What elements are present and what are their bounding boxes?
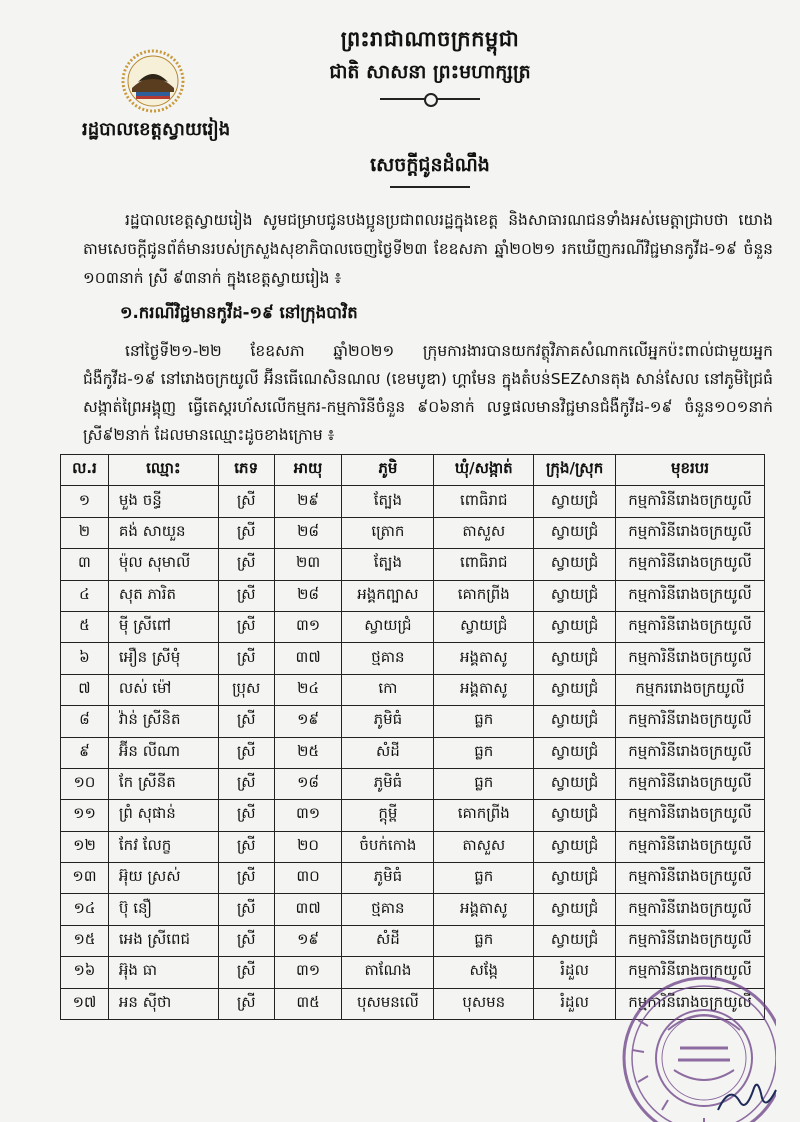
cell-occupation: កម្មការិនីរោងចក្រយូលី bbox=[616, 580, 765, 611]
cell-village: ត្បែង bbox=[342, 486, 434, 517]
cell-village: ថ្មគាន bbox=[342, 894, 434, 925]
header-village: ភូមិ bbox=[342, 455, 434, 486]
cell-sex: ស្រី bbox=[218, 486, 274, 517]
cell-commune: អង្គតាសូ bbox=[434, 643, 534, 674]
cell-occupation: កម្មកររោងចក្រយូលី bbox=[616, 674, 765, 705]
cell-name: វ៉ាន់ ស្រីនិត bbox=[108, 706, 218, 737]
issuing-authority: រដ្ឋបាលខេត្តស្វាយរៀង bbox=[82, 119, 231, 140]
section-body bbox=[83, 337, 773, 449]
cell-commune: តាសួស bbox=[434, 517, 534, 548]
cell-district: ស្វាយជ្រំ bbox=[534, 486, 616, 517]
cell-village: ត្បែង bbox=[342, 549, 434, 580]
cell-sex: ស្រី bbox=[218, 925, 274, 956]
section-heading: ១.ករណីវិជ្ជមានកូវីដ-១៩ នៅក្រុងបាវិត bbox=[120, 303, 358, 322]
table-row bbox=[61, 674, 765, 705]
cell-district: ស្វាយជ្រំ bbox=[534, 737, 616, 768]
cell-village: បុសមនលើ bbox=[342, 988, 434, 1019]
cell-commune: តាសួស bbox=[434, 831, 534, 862]
cell-age: ៣១ bbox=[274, 957, 342, 988]
cell-village: ក្ដុម្ពី bbox=[342, 800, 434, 831]
cell-no: ១២ bbox=[61, 831, 109, 862]
table-header-row bbox=[61, 455, 765, 486]
title-divider bbox=[390, 182, 470, 188]
cell-age: ៣៥ bbox=[274, 988, 342, 1019]
cell-name: ព្រំ សុផាន់ bbox=[108, 800, 218, 831]
table-body bbox=[61, 486, 765, 1020]
cell-commune: បុសមន bbox=[434, 988, 534, 1019]
cell-sex: ស្រី bbox=[218, 863, 274, 894]
table-row bbox=[61, 831, 765, 862]
cell-village: ស្វាយជ្រំ bbox=[342, 611, 434, 642]
cell-no: ១០ bbox=[61, 768, 109, 799]
cell-no: ៦ bbox=[61, 643, 109, 674]
cell-commune: គោកព្រីង bbox=[434, 580, 534, 611]
cell-district: ស្វាយជ្រំ bbox=[534, 831, 616, 862]
cell-occupation: កម្មការិនីរោងចក្រយូលី bbox=[616, 768, 765, 799]
cell-sex: ស្រី bbox=[218, 894, 274, 925]
cell-age: ៣០ bbox=[274, 863, 342, 894]
table-row bbox=[61, 611, 765, 642]
cell-sex: ស្រី bbox=[218, 643, 274, 674]
cell-district: ស្វាយជ្រំ bbox=[534, 643, 616, 674]
header-commune: ឃុំ/សង្កាត់ bbox=[434, 455, 534, 486]
cell-sex: ស្រី bbox=[218, 957, 274, 988]
intro-text: រដ្ឋបាលខេត្តស្វាយរៀង សូមជម្រាបជូនបងប្អូនប្រជាពលរដ្ឋក្នុងខេត្ត និងសាធារណជនទាំងអស់មេត្តាជ្រាបថា យោងតាមសេចក្ដីជូនព័ត៌មានរបស់ក្រសួងសុខាភិបាលចេញថ្ងៃទី២៣ ខែឧសភា ឆ្នាំ២០២១ រកឃើញករណីវិជ្ជមានកូវីដ-១៩ ចំនួន ១០៣នាក់ ស្រី ៩៣នាក់ ក្នុងខេត្តស្វាយរៀង ៖ bbox=[83, 211, 773, 287]
table-row bbox=[61, 925, 765, 956]
header-sex: ភេទ bbox=[218, 455, 274, 486]
cell-commune: ធ្លក bbox=[434, 863, 534, 894]
cell-name: អន ស៊ីថា bbox=[108, 988, 218, 1019]
cell-age: ៣១ bbox=[274, 800, 342, 831]
cell-occupation: កម្មការិនីរោងចក្រយូលី bbox=[616, 549, 765, 580]
cell-sex: ស្រី bbox=[218, 988, 274, 1019]
cell-village: កោ bbox=[342, 674, 434, 705]
header-occupation: មុខរបរ bbox=[616, 455, 765, 486]
cell-name: កែ ស្រីនីត bbox=[108, 768, 218, 799]
cell-occupation: កម្មការិនីរោងចក្រយូលី bbox=[616, 517, 765, 548]
table-row bbox=[61, 737, 765, 768]
cell-district: ស្វាយជ្រំ bbox=[534, 925, 616, 956]
cell-name: កែវ លែក្ខ bbox=[108, 831, 218, 862]
cell-commune: ធ្លក bbox=[434, 768, 534, 799]
cell-occupation: កម្មការិនីរោងចក្រយូលី bbox=[616, 988, 765, 1019]
cell-sex: ស្រី bbox=[218, 800, 274, 831]
cell-no: ៣ bbox=[61, 549, 109, 580]
cell-age: ៣៧ bbox=[274, 643, 342, 674]
cell-name: អ៊ីន លីណា bbox=[108, 737, 218, 768]
cell-district: ស្វាយជ្រំ bbox=[534, 768, 616, 799]
cell-district: រំដួល bbox=[534, 988, 616, 1019]
cell-name: គង់ សាយួន bbox=[108, 517, 218, 548]
cell-occupation: កម្មការិនីរោងចក្រយូលី bbox=[616, 831, 765, 862]
cell-name: អេង ស្រីពេជ bbox=[108, 925, 218, 956]
cell-no: ១៥ bbox=[61, 925, 109, 956]
cell-age: ៣៧ bbox=[274, 894, 342, 925]
cell-age: ២៥ bbox=[274, 737, 342, 768]
table-row bbox=[61, 957, 765, 988]
cell-village: ភូមិធំ bbox=[342, 706, 434, 737]
header-district: ក្រុង/ស្រុក bbox=[534, 455, 616, 486]
cell-age: ១៨ bbox=[274, 768, 342, 799]
table-row bbox=[61, 517, 765, 548]
cell-commune: អង្គតាសូ bbox=[434, 894, 534, 925]
cell-age: ២៤ bbox=[274, 674, 342, 705]
cell-sex: ប្រុស bbox=[218, 674, 274, 705]
header-age: អាយុ bbox=[274, 455, 342, 486]
cell-age: ១៩ bbox=[274, 706, 342, 737]
table-row bbox=[61, 486, 765, 517]
cell-age: ២៨ bbox=[274, 580, 342, 611]
national-motto: ជាតិ សាសនា ព្រះមហាក្សត្រ bbox=[329, 61, 531, 83]
table-row bbox=[61, 643, 765, 674]
cell-age: ២៣ bbox=[274, 549, 342, 580]
cell-district: ស្វាយជ្រំ bbox=[534, 863, 616, 894]
cell-name: លស់ ម៉ៅ bbox=[108, 674, 218, 705]
cell-commune: អង្គតាសូ bbox=[434, 674, 534, 705]
table-row bbox=[61, 894, 765, 925]
table-row bbox=[61, 800, 765, 831]
province-emblem-icon bbox=[118, 46, 188, 116]
cell-name: មួង ចន្ធី bbox=[108, 486, 218, 517]
cell-name: ប៊ុ នឿ bbox=[108, 894, 218, 925]
cell-occupation: កម្មការិនីរោងចក្រយូលី bbox=[616, 643, 765, 674]
cell-occupation: កម្មការិនីរោងចក្រយូលី bbox=[616, 611, 765, 642]
cell-name: អឿន ស្រីមុំ bbox=[108, 643, 218, 674]
cell-occupation: កម្មការិនីរោងចក្រយូលី bbox=[616, 737, 765, 768]
cell-village: ចំបក់កោង bbox=[342, 831, 434, 862]
cell-age: ១៩ bbox=[274, 925, 342, 956]
cell-occupation: កម្មការិនីរោងចក្រយូលី bbox=[616, 486, 765, 517]
cell-age: ២៩ bbox=[274, 486, 342, 517]
cell-sex: ស្រី bbox=[218, 517, 274, 548]
cell-no: ១៧ bbox=[61, 988, 109, 1019]
cell-age: ២៨ bbox=[274, 517, 342, 548]
cell-no: ៧ bbox=[61, 674, 109, 705]
cell-no: ១៣ bbox=[61, 863, 109, 894]
cell-village: ថ្មគាន bbox=[342, 643, 434, 674]
cell-commune: ពោធិរាជ bbox=[434, 549, 534, 580]
cell-sex: ស្រី bbox=[218, 611, 274, 642]
cell-district: ស្វាយជ្រំ bbox=[534, 549, 616, 580]
cell-name: អ៊ុង ធា bbox=[108, 957, 218, 988]
cell-commune: ពោធិរាជ bbox=[434, 486, 534, 517]
header-name: ឈ្មោះ bbox=[108, 455, 218, 486]
cell-village: ភូមិធំ bbox=[342, 768, 434, 799]
cell-village: សំដី bbox=[342, 737, 434, 768]
cell-district: ស្វាយជ្រំ bbox=[534, 580, 616, 611]
cell-district: ស្វាយជ្រំ bbox=[534, 894, 616, 925]
table-row bbox=[61, 706, 765, 737]
positive-cases-table bbox=[60, 454, 765, 1020]
cell-occupation: កម្មការិនីរោងចក្រយូលី bbox=[616, 706, 765, 737]
cell-sex: ស្រី bbox=[218, 737, 274, 768]
table-row bbox=[61, 549, 765, 580]
kingdom-title: ព្រះរាជាណាចក្រកម្ពុជា bbox=[340, 27, 520, 51]
motto-divider bbox=[380, 92, 480, 100]
cell-district: ស្វាយជ្រំ bbox=[534, 611, 616, 642]
cell-name: អ៊ុយ ស្រស់ bbox=[108, 863, 218, 894]
cell-no: ៩ bbox=[61, 737, 109, 768]
table-row bbox=[61, 580, 765, 611]
cell-district: ស្វាយជ្រំ bbox=[534, 517, 616, 548]
header-no: ល.រ bbox=[61, 455, 109, 486]
cell-village: អង្គកព្បាស bbox=[342, 580, 434, 611]
cell-no: ៤ bbox=[61, 580, 109, 611]
cell-occupation: កម្មការិនីរោងចក្រយូលី bbox=[616, 957, 765, 988]
cell-no: ១៤ bbox=[61, 894, 109, 925]
cell-occupation: កម្មការិនីរោងចក្រយូលី bbox=[616, 925, 765, 956]
cell-no: ១១ bbox=[61, 800, 109, 831]
cell-commune: ស្វាយជ្រំ bbox=[434, 611, 534, 642]
cell-sex: ស្រី bbox=[218, 831, 274, 862]
cell-village: ត្រោក bbox=[342, 517, 434, 548]
cell-sex: ស្រី bbox=[218, 549, 274, 580]
cell-occupation: កម្មការិនីរោងចក្រយូលី bbox=[616, 894, 765, 925]
cell-age: ២០ bbox=[274, 831, 342, 862]
cell-commune: ធ្លក bbox=[434, 706, 534, 737]
cell-sex: ស្រី bbox=[218, 706, 274, 737]
table-row bbox=[61, 768, 765, 799]
cell-village: តាណែង bbox=[342, 957, 434, 988]
signature-mark bbox=[712, 1080, 782, 1116]
cell-district: ស្វាយជ្រំ bbox=[534, 800, 616, 831]
cell-village: ភូមិធំ bbox=[342, 863, 434, 894]
cell-no: ១៦ bbox=[61, 957, 109, 988]
cell-district: ស្វាយជ្រំ bbox=[534, 674, 616, 705]
cell-district: រំដួល bbox=[534, 957, 616, 988]
cell-age: ៣១ bbox=[274, 611, 342, 642]
table-row bbox=[61, 863, 765, 894]
cell-name: ម៉ុល សុមាលី bbox=[108, 549, 218, 580]
cell-village: សំដី bbox=[342, 925, 434, 956]
table-row bbox=[61, 988, 765, 1019]
intro-paragraph bbox=[83, 206, 773, 293]
cell-commune: ធ្លក bbox=[434, 737, 534, 768]
cell-no: ១ bbox=[61, 486, 109, 517]
cell-sex: ស្រី bbox=[218, 768, 274, 799]
cell-commune: ធ្លក bbox=[434, 925, 534, 956]
cell-name: សុត ភារិត bbox=[108, 580, 218, 611]
cell-occupation: កម្មការិនីរោងចក្រយូលី bbox=[616, 863, 765, 894]
cell-occupation: កម្មការិនីរោងចក្រយូលី bbox=[616, 800, 765, 831]
cell-sex: ស្រី bbox=[218, 580, 274, 611]
cell-no: ២ bbox=[61, 517, 109, 548]
cell-no: ៥ bbox=[61, 611, 109, 642]
cell-commune: សង្កែ bbox=[434, 957, 534, 988]
cell-no: ៨ bbox=[61, 706, 109, 737]
cell-commune: គោកព្រីង bbox=[434, 800, 534, 831]
document-title: សេចក្ដីជូនដំណឹង bbox=[370, 154, 490, 176]
section-body-text: នៅថ្ងៃទី២១-២២ ខែឧសភា ឆ្នាំ២០២១ ក្រុមការងារបានយកវត្ថុវិភាគសំណាកលើអ្នកប៉ះពាល់ជាមួយអ្នកជំងឺកូវីដ-១៩ នៅរោងចក្រយូលី អ៊ីនធើណេសិនណល (ខេមបូឌា) ហ្គាមែន ក្នុងតំបន់SEZសានតុង សាន់សែល នៅភូមិជ្រៃធំ សង្កាត់ព្រៃអង្គុញ ធ្វើតេស្តរហ័សលើកម្មករ-កម្មការិនីចំនួន ៩០៦នាក់ លទ្ធផលមានវិជ្ជមានជំងឺកូវីដ-១៩ ចំនួន១០១នាក់ ស្រី៩២នាក់ ដែលមានឈ្មោះដូចខាងក្រោម ៖ bbox=[83, 342, 773, 444]
cell-district: ស្វាយជ្រំ bbox=[534, 706, 616, 737]
cell-name: ម៉ី ស្រីពៅ bbox=[108, 611, 218, 642]
